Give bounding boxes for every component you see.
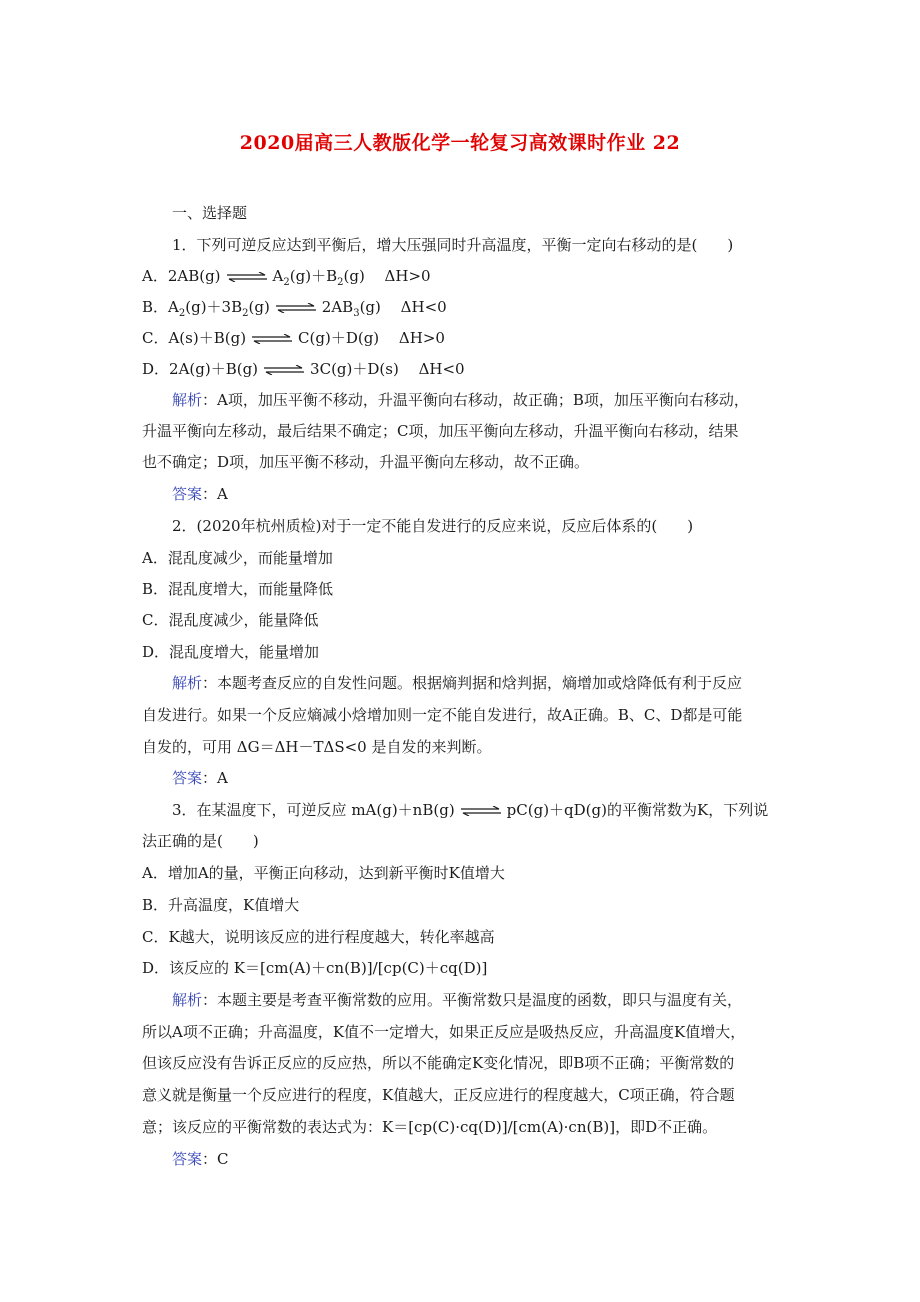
answer-label: 答案	[172, 769, 203, 787]
q2-explanation-line3: 自发的，可用 ΔG＝ΔH－TΔS<0 是自发的来判断。	[142, 738, 492, 756]
q1-explanation-line3: 也不确定；D项，加压平衡不移动，升温平衡向左移动，故不正确。	[142, 453, 590, 471]
q3-explanation-line1: 解析：本题主要是考查平衡常数的应用。平衡常数只是温度的函数，即只与温度有关，	[172, 991, 743, 1009]
q3-option-b: B．升高温度，K值增大	[142, 896, 300, 914]
q3-option-c: C．K越大，说明该反应的进行程度越大，转化率越高	[142, 928, 495, 946]
q1-explanation-line1: 解析：A项，加压平衡不移动，升温平衡向右移动，故正确；B项，加压平衡向右移动，	[172, 391, 749, 409]
q3-option-a: A．增加A的量，平衡正向移动，达到新平衡时K值增大	[142, 864, 505, 882]
equilibrium-arrow-icon	[225, 272, 269, 282]
q3-stem-line2: 法正确的是( )	[142, 832, 259, 850]
q3-explanation-line3: 但该反应没有告诉正反应的反应热，所以不能确定K变化情况，即B项不正确；平衡常数的	[142, 1054, 735, 1072]
q2-option-a: A．混乱度减少，而能量增加	[142, 549, 333, 567]
answer-label: 答案	[172, 1150, 203, 1168]
section-heading: 一、选择题	[172, 204, 248, 222]
q2-stem: 2．(2020年杭州质检)对于一定不能自发进行的反应来说，反应后体系的( )	[172, 517, 694, 535]
q3-stem-line1: 3．在某温度下，可逆反应 mA(g)＋nB(g) pC(g)＋qD(g)的平衡常数为K，下列说	[172, 801, 769, 819]
q2-option-b: B．混乱度增大，而能量降低	[142, 580, 334, 598]
q1-option-a: A．2AB(g) $A_2(g)+B_2(g)$ ΔH>0	[142, 267, 431, 288]
explanation-label: 解析	[172, 674, 203, 692]
equilibrium-arrow-icon	[459, 806, 503, 816]
equilibrium-arrow-icon	[274, 303, 318, 313]
q1-option-c: C．A(s)＋B(g) C(g)＋D(g) ΔH>0	[142, 329, 445, 347]
q1-stem: 1．下列可逆反应达到平衡后，增大压强同时升高温度，平衡一定向右移动的是( )	[172, 236, 734, 254]
q2-option-d: D．混乱度增大，能量增加	[142, 643, 320, 661]
q2-explanation-line2: 自发进行。如果一个反应熵减小焓增加则一定不能自发进行，故A正确。B、C、D都是可能	[142, 706, 743, 724]
page-title: 2020届高三人教版化学一轮复习高效课时作业 22	[239, 132, 681, 154]
q3-explanation-line5: 意；该反应的平衡常数的表达式为：K＝[cp(C)·cq(D)]/[cm(A)·cn(B)]，即D不正确。	[142, 1118, 718, 1136]
q3-option-d: D．该反应的 K＝[cm(A)＋cn(B)]/[cp(C)＋cq(D)]	[142, 959, 488, 977]
q1-option-d: D．2A(g)＋B(g) 3C(g)＋D(s) ΔH<0	[142, 360, 465, 378]
q1-answer: 答案：A	[172, 485, 228, 503]
explanation-label: 解析	[172, 391, 203, 409]
q2-option-c: C．混乱度减少，能量降低	[142, 611, 319, 629]
q2-explanation-line1: 解析：本题考查反应的自发性问题。根据熵判据和焓判据，熵增加或焓降低有利于反应	[172, 674, 743, 692]
q1-explanation-line2: 升温平衡向左移动，最后结果不确定；C项，加压平衡向左移动，升温平衡向右移动，结果	[142, 422, 739, 440]
q2-answer: 答案：A	[172, 769, 228, 787]
q3-explanation-line2: 所以A项不正确；升高温度，K值不一定增大，如果正反应是吸热反应，升高温度K值增大，	[142, 1023, 746, 1041]
equilibrium-arrow-icon	[250, 334, 294, 344]
q3-answer: 答案：C	[172, 1150, 229, 1168]
explanation-label: 解析	[172, 991, 203, 1009]
q1-option-b: B．$A_2(g)+3B_2(g)$ $2AB_3(g)$ ΔH<0	[142, 298, 447, 319]
q3-explanation-line4: 意义就是衡量一个反应进行的程度，K值越大，正反应进行的程度越大，C项正确，符合题	[142, 1086, 735, 1104]
answer-label: 答案	[172, 485, 203, 503]
equilibrium-arrow-icon	[262, 365, 306, 375]
